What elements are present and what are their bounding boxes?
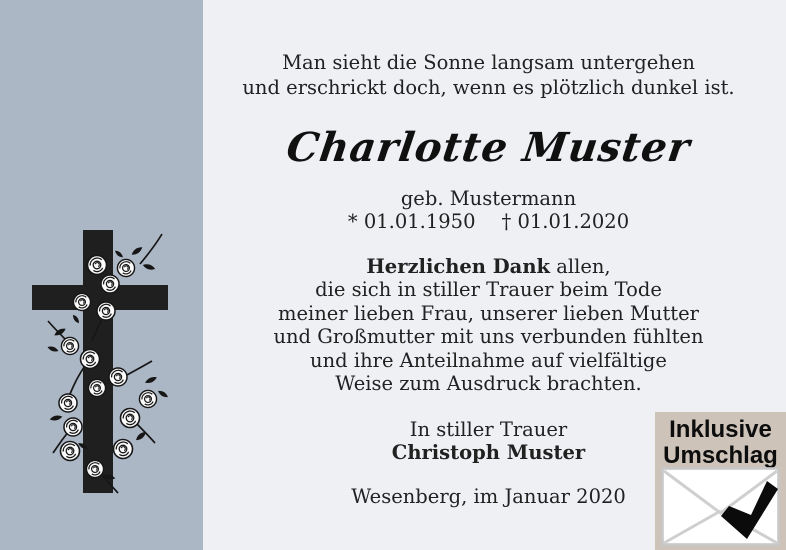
cross-with-roses-icon [20,222,183,512]
death-date: † 01.01.2020 [501,210,630,233]
closing-phrase: In stiller Trauer [409,418,568,441]
left-panel [0,0,203,550]
place-date-line: Wesenberg, im Januar 2020 [351,485,626,508]
quote-line-2: und erschrickt doch, wenn es plötzlich dunkel ist. [242,75,735,99]
badge-text-line-2: Umschlag [663,442,778,469]
thanks-lead [203,255,774,278]
thanks-line: die sich in stiller Trauer beim Tode [315,278,662,302]
life-dates [203,210,774,233]
signature-name: Christoph Muster [391,440,586,464]
thanks-line: meiner lieben Frau, unserer lieben Mutter [277,301,699,325]
thanks-text [203,255,774,395]
envelope-icon [661,467,780,546]
badge-text-line-1: Inklusive [669,416,772,443]
quote-line-1: Man sieht die Sonne langsam untergehen [282,51,695,74]
thanks-line: und ihre Anteilnahme auf vielfältige [310,348,667,372]
maiden-name: geb. Mustermann [400,187,577,210]
opening-quote [203,51,774,100]
thanks-line: und Großmutter mit uns verbunden fühlten [273,325,704,349]
thanks-lead-bold: Herzlichen Dank [366,255,551,278]
thanks-lead-rest: allen, [550,255,611,278]
birth-date: * 01.01.1950 [347,210,476,233]
thanks-line: Weise zum Ausdruck brachten. [335,372,642,396]
inclusive-envelope-badge [655,412,786,550]
deceased-name: Charlotte Muster [283,124,694,171]
